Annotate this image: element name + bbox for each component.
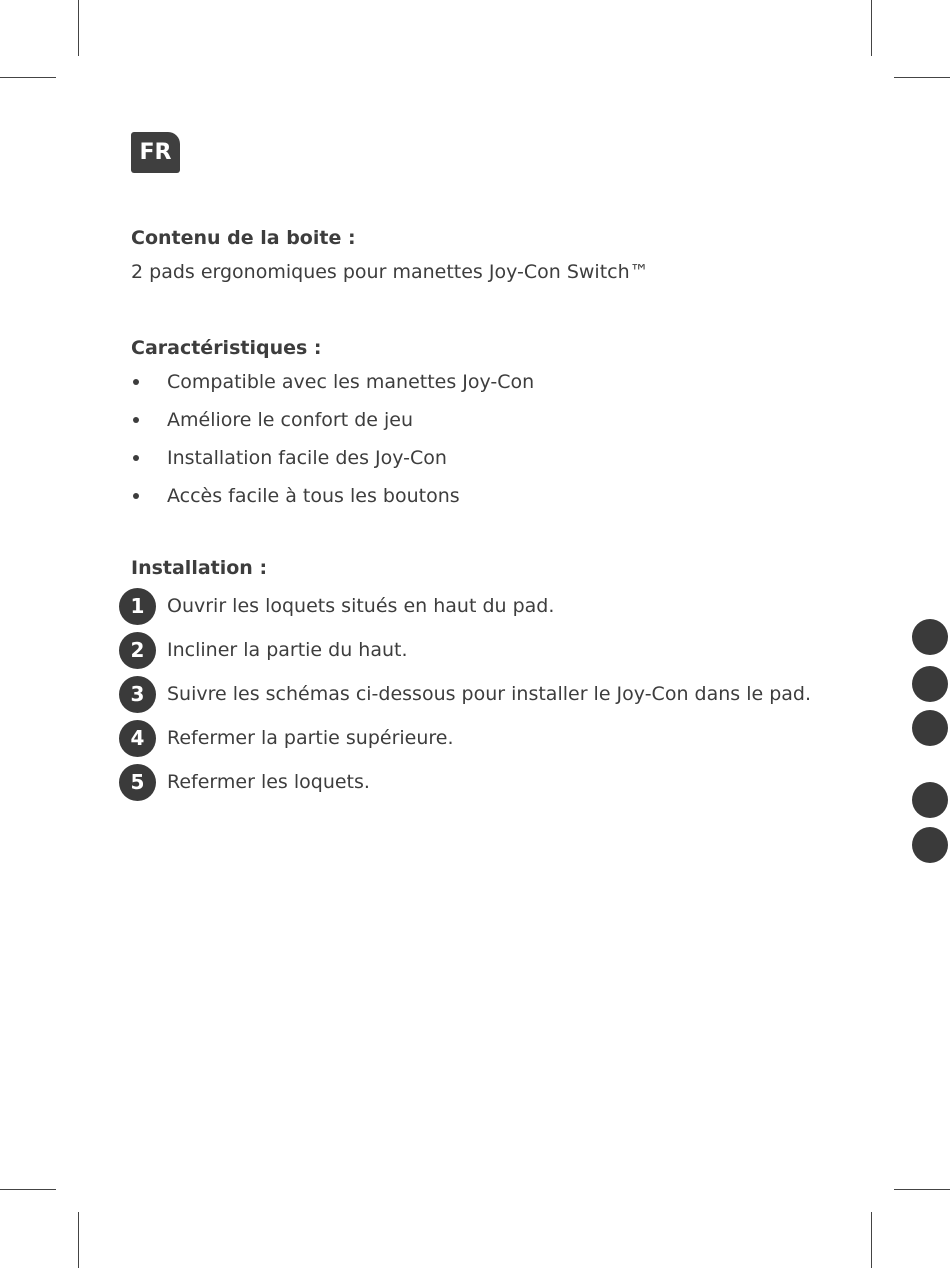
step-text: Ouvrir les loquets situés en haut du pad. xyxy=(167,595,555,617)
step-text: Refermer la partie supérieure. xyxy=(167,727,454,749)
adjacent-page-step-circle-icon xyxy=(912,827,948,863)
step-number-icon: 3 xyxy=(119,676,156,713)
list-item xyxy=(131,401,811,439)
bullet-icon xyxy=(133,379,139,385)
bullet-icon xyxy=(133,417,139,423)
features-heading: Caractéristiques : xyxy=(131,337,322,359)
document-body xyxy=(131,223,811,809)
step-number-icon: 4 xyxy=(119,720,156,757)
list-item xyxy=(131,439,811,477)
feature-text: Compatible avec les manettes Joy-Con xyxy=(167,371,535,393)
adjacent-page-step-circle-icon xyxy=(912,710,948,746)
step-item xyxy=(131,765,811,799)
adjacent-page-step-circle-icon xyxy=(912,666,948,702)
installation-steps xyxy=(131,589,811,799)
feature-text: Améliore le confort de jeu xyxy=(167,409,414,431)
step-item xyxy=(131,589,811,623)
step-number-icon: 1 xyxy=(119,588,156,625)
adjacent-page-step-circle-icon xyxy=(912,782,948,818)
crop-mark-top-right-horizontal xyxy=(894,77,950,78)
crop-mark-bottom-right-vertical xyxy=(871,1212,872,1268)
step-item xyxy=(131,633,811,667)
box-contents-heading: Contenu de la boite : xyxy=(131,227,356,249)
step-item xyxy=(131,721,811,755)
crop-mark-bottom-left-vertical xyxy=(78,1212,79,1268)
bullet-icon xyxy=(133,455,139,461)
step-text: Refermer les loquets. xyxy=(167,771,370,793)
feature-text: Installation facile des Joy-Con xyxy=(167,447,447,469)
list-item xyxy=(131,477,811,515)
crop-mark-bottom-left-horizontal xyxy=(0,1189,56,1190)
language-badge: FR xyxy=(131,132,180,173)
box-contents-text: 2 pads ergonomiques pour manettes Joy-Con Switch™ xyxy=(131,261,649,283)
step-text: Suivre les schémas ci-dessous pour installer le Joy-Con dans le pad. xyxy=(167,683,812,705)
step-text: Incliner la partie du haut. xyxy=(167,639,408,661)
crop-mark-top-left-horizontal xyxy=(0,77,56,78)
list-item xyxy=(131,363,811,401)
adjacent-page-step-circle-icon xyxy=(912,619,948,655)
installation-heading: Installation : xyxy=(131,557,268,579)
crop-mark-top-right-vertical xyxy=(871,0,872,56)
feature-text: Accès facile à tous les boutons xyxy=(167,485,460,507)
crop-mark-bottom-right-horizontal xyxy=(894,1189,950,1190)
bullet-icon xyxy=(133,493,139,499)
step-item xyxy=(131,677,811,711)
crop-mark-top-left-vertical xyxy=(78,0,79,56)
features-list xyxy=(131,363,811,515)
step-number-icon: 2 xyxy=(119,632,156,669)
step-number-icon: 5 xyxy=(119,764,156,801)
